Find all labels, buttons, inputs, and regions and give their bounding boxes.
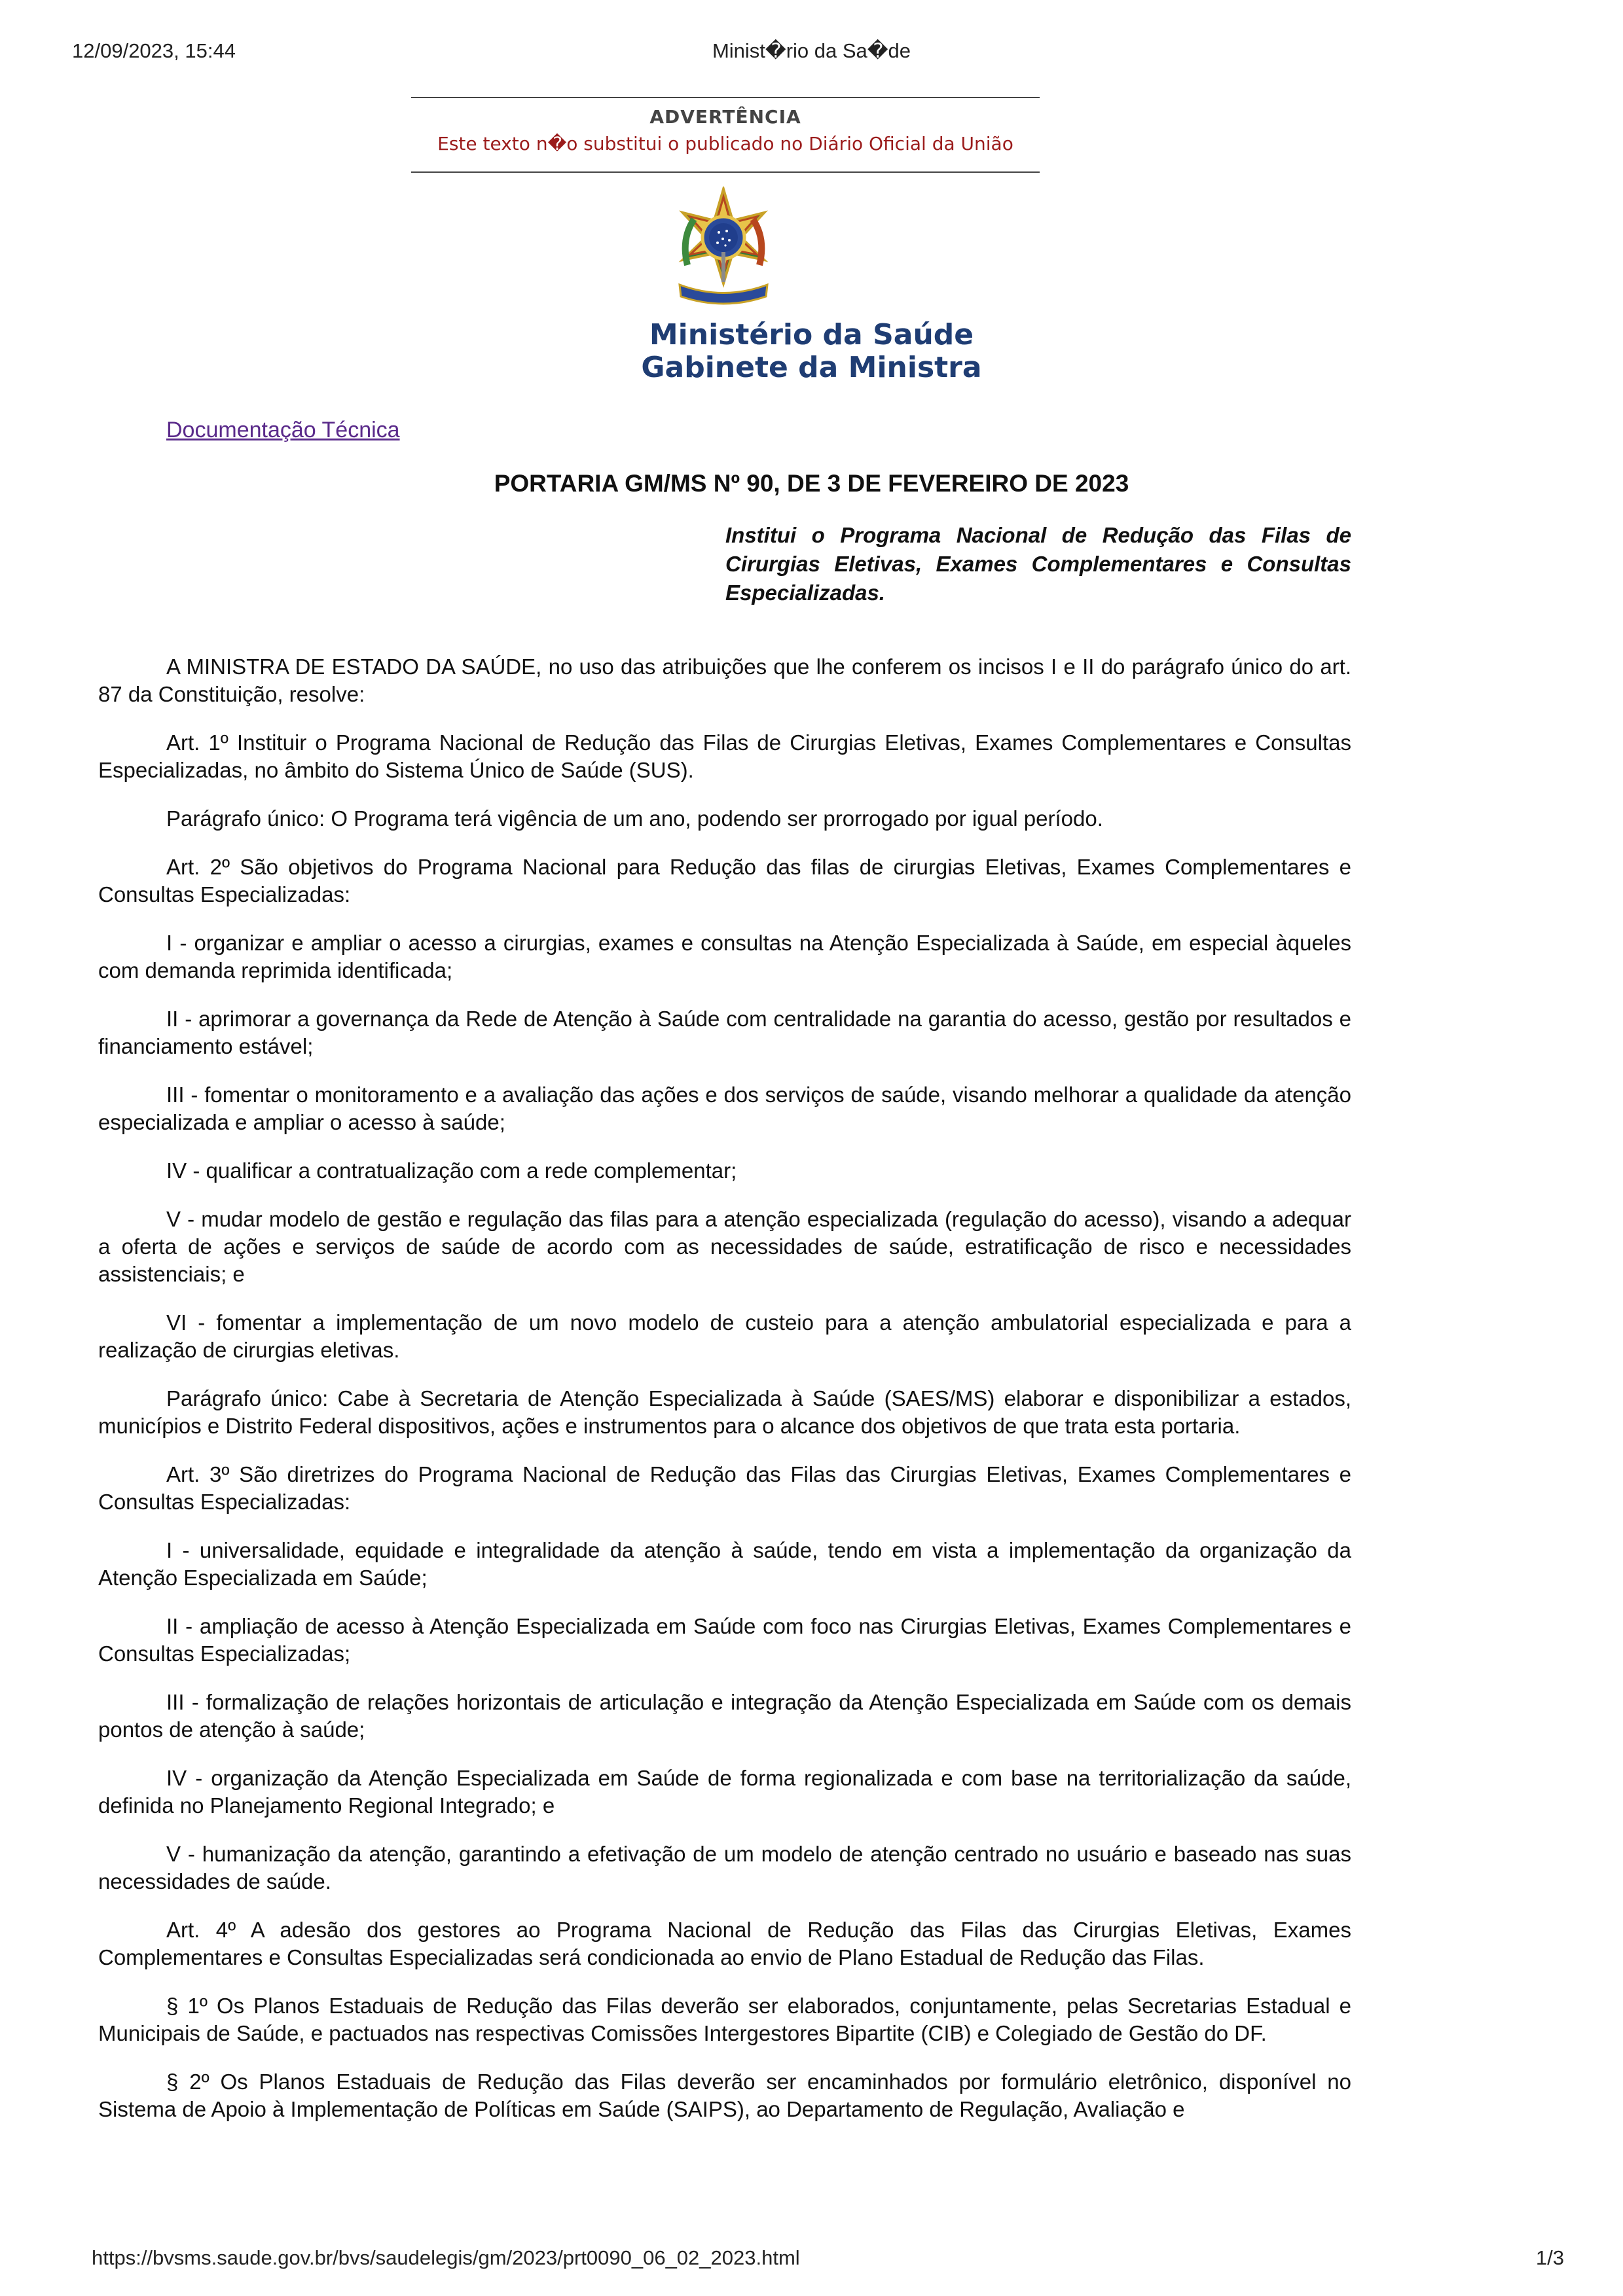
paragraph-art2: Art. 2º São objetivos do Programa Nacional para Redução das filas de cirurgias Eletivas, Exames Complementares e Consultas Especializadas: — [98, 855, 1351, 906]
document-ementa: Institui o Programa Nacional de Redução das Filas de Cirurgias Eletivas, Exames Complementares e Consultas Especializadas. — [725, 523, 1351, 605]
page-number: 1/3 — [1535, 2246, 1564, 2269]
print-site-title: Minist�rio da Sa�de — [712, 39, 911, 62]
document-title: PORTARIA GM/MS Nº 90, DE 3 DE FEVEREIRO DE 2023 — [494, 470, 1129, 497]
paragraph-art2-i: I - organizar e ampliar o acesso a cirurgias, exames e consultas na Atenção Especializada à Saúde, em especial àqueles com demanda reprimida identificada; — [98, 931, 1351, 982]
paragraph-art2-iii: III - fomentar o monitoramento e a avaliação das ações e dos serviços de saúde, visando melhorar a qualidade da atenção especializada e ampliar o acesso à saúde; — [98, 1083, 1351, 1134]
paragraph-art2-vi: VI - fomentar a implementação de um novo modelo de custeio para a atenção ambulatorial especializada e para a realização de cirurgias eletivas. — [98, 1310, 1351, 1362]
paragraph-art3-i: I - universalidade, equidade e integralidade da atenção à saúde, tendo em vista a implementação da organização da Atenção Especializada em Saúde; — [98, 1538, 1351, 1590]
organization-cabinet: Gabinete da Ministra — [641, 351, 982, 384]
paragraph-art3-ii: II - ampliação de acesso à Atenção Especializada em Saúde com foco nas Cirurgias Eletivas, Exames Complementares e Consultas Especializadas; — [98, 1614, 1351, 1666]
coat-of-arms-icon — [668, 187, 779, 308]
documentacao-tecnica-link[interactable]: Documentação Técnica — [166, 418, 400, 442]
source-url[interactable]: https://bvsms.saude.gov.br/bvs/saudelegis/gm/2023/prt0090_06_02_2023.html — [92, 2246, 800, 2269]
paragraph-art3-iv: IV - organização da Atenção Especializada em Saúde de forma regionalizada e com base na territorialização da saúde, definida no Planejamento Regional Integrado; e — [98, 1766, 1351, 1818]
paragraph-art4: Art. 4º A adesão dos gestores ao Programa Nacional de Redução das Filas das Cirurgias Eletivas, Exames Complementares e Consultas Especializadas será condicionada ao envio de Plano Estadual de Redução das Filas. — [98, 1918, 1351, 1969]
paragraph-art1: Art. 1º Instituir o Programa Nacional de Redução das Filas de Cirurgias Eletivas, Exames Complementares e Consultas Especializadas, no âmbito do Sistema Único de Saúde (SUS). — [98, 730, 1351, 782]
document-body — [98, 653, 1351, 2144]
paragraph-art4-par2: § 2º Os Planos Estaduais de Redução das Filas deverão ser encaminhados por formulário eletrônico, disponível no Sistema de Apoio à Implementação de Políticas em Saúde (SAIPS), ao Departamento de Regulação, Avaliação e — [98, 2070, 1351, 2121]
paragraph-art3: Art. 3º São diretrizes do Programa Nacional de Redução das Filas das Cirurgias Eletivas, Exames Complementares e Consultas Especializadas: — [98, 1462, 1351, 1514]
paragraph-preamble: A MINISTRA DE ESTADO DA SAÚDE, no uso das atribuições que lhe conferem os incisos I e II do parágrafo único do art. 87 da Constituição, resolve: — [98, 655, 1351, 706]
paragraph-art1-unico: Parágrafo único: O Programa terá vigência de um ano, podendo ser prorrogado por igual período. — [166, 806, 1103, 831]
paragraph-art2-v: V - mudar modelo de gestão e regulação das filas para a atenção especializada (regulação do acesso), visando a adequar a oferta de ações e serviços de saúde de acordo com as necessidades de saúde, estratificação de risco e necessidades assistenciais; e — [98, 1207, 1351, 1286]
advertencia-box — [411, 97, 1040, 173]
advertencia-title: ADVERTÊNCIA — [649, 106, 801, 128]
paragraph-art4-par1: § 1º Os Planos Estaduais de Redução das Filas deverão ser elaborados, conjuntamente, pelas Secretarias Estadual e Municipais de Saúde, e pactuados nas respectivas Comissões Intergestores Bipartite (CIB) e Colegiado de Gestão do DF. — [98, 1994, 1351, 2045]
organization-name: Ministério da Saúde — [649, 318, 974, 351]
paragraph-art2-iv: IV - qualificar a contratualização com a rede complementar; — [166, 1158, 737, 1183]
paragraph-art2-ii: II - aprimorar a governança da Rede de Atenção à Saúde com centralidade na garantia do acesso, gestão por resultados e financiamento estável; — [98, 1007, 1351, 1058]
print-datetime: 12/09/2023, 15:44 — [72, 39, 236, 62]
paragraph-art2-unico: Parágrafo único: Cabe à Secretaria de Atenção Especializada à Saúde (SAES/MS) elaborar e disponibilizar a estados, municípios e Distrito Federal dispositivos, ações e instrumentos para o alcance dos objetivos de que trata esta portaria. — [98, 1386, 1351, 1438]
paragraph-art3-v: V - humanização da atenção, garantindo a efetivação de um modelo de atenção centrado no usuário e baseado nas suas necessidades de saúde. — [98, 1842, 1351, 1893]
advertencia-text: Este texto n�o substitui o publicado no Diário Oficial da União — [437, 133, 1013, 154]
paragraph-art3-iii: III - formalização de relações horizontais de articulação e integração da Atenção Especializada em Saúde com os demais pontos de atenção à saúde; — [98, 1690, 1351, 1742]
